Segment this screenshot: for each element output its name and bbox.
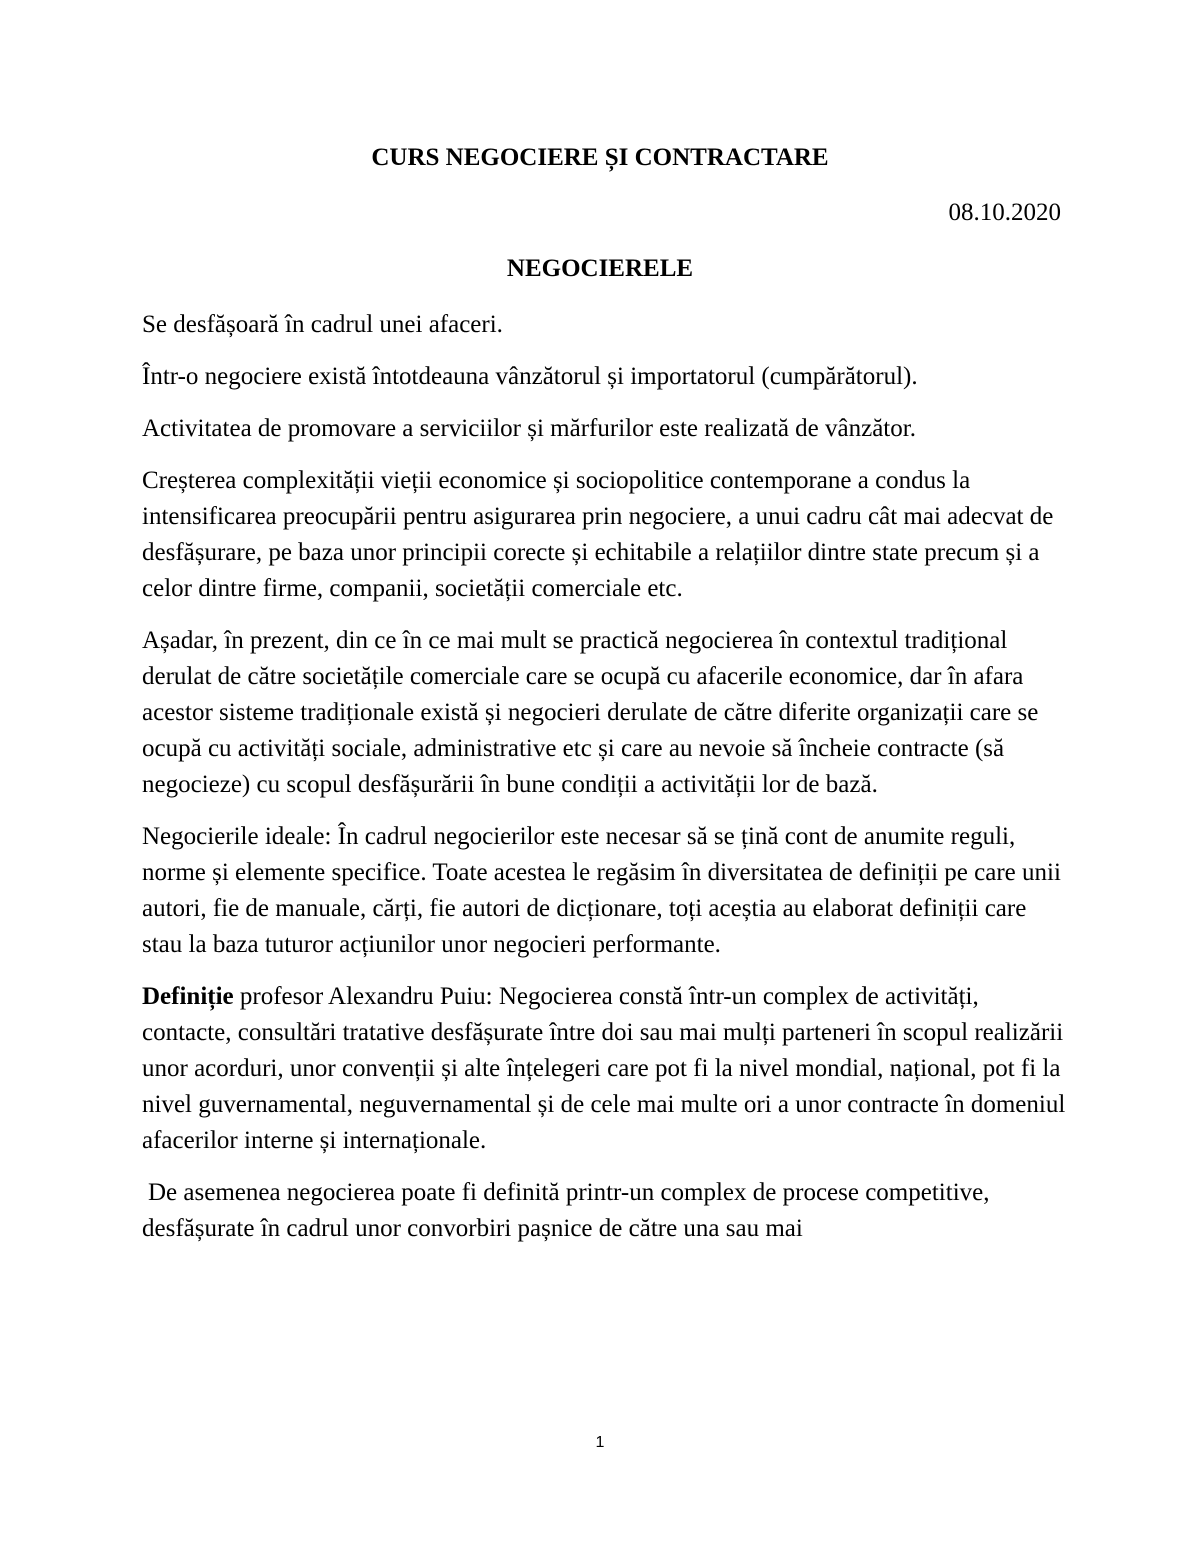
paragraph: Așadar, în prezent, din ce în ce mai mult se practică negocierea în contextul tradițional derulat de către societățile comerciale care se ocupă cu afacerile economice, dar în afara acestor sisteme tradiționale există și negocieri derulate de către diferite organizații care se ocupă cu activități sociale, administrative etc și care au nevoie să încheie contracte (să negocieze) cu scopul desfășurării în bune condiții a activității lor de bază. xyxy=(142,627,1039,798)
document-body xyxy=(142,307,1072,1263)
section-title: NEGOCIERELE xyxy=(506,255,694,282)
paragraph: Într-o negociere există întotdeauna vânzătorul și importatorul (cumpărătorul). xyxy=(142,363,918,390)
paragraph: Negocierile ideale: În cadrul negocierilor este necesar să se țină cont de anumite reguli, norme și elemente specifice. Toate acestea le regăsim în diversitatea de definiții pe care unii autori, fie de manuale, cărți, fie autori de dicționare, toți aceștia au elaborat definiții care stau la baza tuturor acțiunilor unor negocieri performante. xyxy=(142,823,1061,958)
document-date: 08.10.2020 xyxy=(948,199,1061,226)
paragraph: Se desfășoară în cadrul unei afaceri. xyxy=(142,311,503,338)
page-number: 1 xyxy=(595,1434,605,1451)
paragraph: De asemenea negocierea poate fi definită printr-un complex de procese competitive, desfășurate în cadrul unor convorbiri pașnice de către una sau mai xyxy=(142,1179,990,1242)
definition-paragraph xyxy=(142,979,1072,1159)
paragraph: Creșterea complexității vieții economice și sociopolitice contemporane a condus la intensificarea preocupării pentru asigurarea prin negociere, a unui cadru cât mai adecvat de desfășurare, pe baza unor principii corecte și echitabile a relațiilor dintre state precum și a celor dintre firme, companii, societății comerciale etc. xyxy=(142,467,1054,602)
document-title: CURS NEGOCIERE ȘI CONTRACTARE xyxy=(371,144,829,171)
paragraph: Activitatea de promovare a serviciilor și mărfurilor este realizată de vânzător. xyxy=(142,415,916,442)
definition-text: profesor Alexandru Puiu: Negocierea constă într-un complex de activități, contacte, consultări tratative desfășurate între doi sau mai mulți parteneri în scopul realizării unor acorduri, unor convenții și alte înțelegeri care pot fi la nivel mondial, național, pot fi la nivel guvernamental, neguvernamental și de cele mai multe ori a unor contracte în domeniul afacerilor interne și internaționale. xyxy=(142,983,1066,1154)
definition-label: Definiție xyxy=(142,983,234,1010)
